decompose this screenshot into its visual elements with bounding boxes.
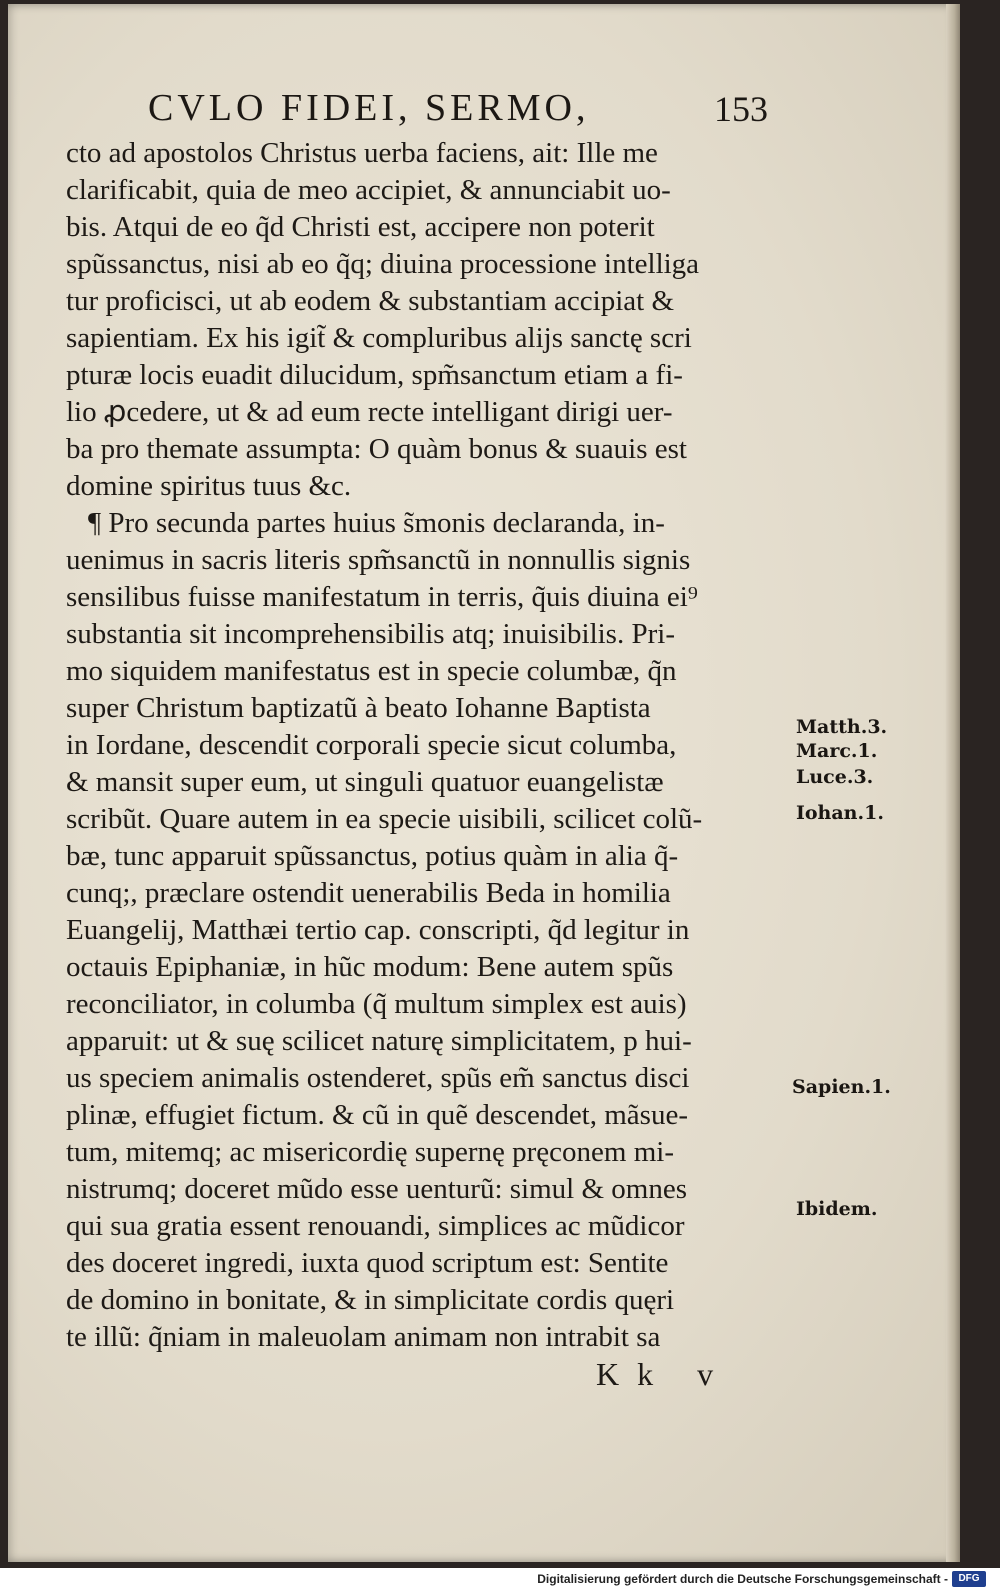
text-line: super Christum baptizatũ à beato Iohanne Baptista [66, 692, 651, 724]
running-head [148, 86, 768, 130]
text-line: us speciem animalis ostenderet, spũs em̃ sanctus disci [66, 1062, 690, 1094]
text-line: de domino in bonitate, & in simplicitate cordis quęri [66, 1284, 675, 1316]
text-line: mo siquidem manifestatus est in specie columbæ, q̃n [66, 655, 677, 687]
text-line: apparuit: ut & suę scilicet naturę simplicitatem, p hui- [66, 1025, 692, 1057]
margin-note: Marc.1. [796, 740, 878, 762]
margin-note: Matth.3. [796, 716, 888, 738]
running-title: CVLO FIDEI, SERMO, [148, 87, 590, 129]
page-number: 153 [714, 89, 768, 129]
text-line: des doceret ingredi, iuxta quod scriptum est: Sentite [66, 1247, 669, 1279]
margin-note: Ibidem. [796, 1198, 878, 1220]
text-line: & mansit super eum, ut singuli quatuor euangelistæ [66, 766, 664, 798]
footer-credit: Digitalisierung gefördert durch die Deutsche Forschungsgemeinschaft - [537, 1572, 948, 1586]
text-line: lio ꝓcedere, ut & ad eum recte intelligant dirigi uer- [66, 396, 673, 428]
text-line: plinæ, effugiet fictum. & cũ in quẽ descendet, mãsue- [66, 1099, 688, 1131]
text-line: reconciliator, in columba (q̃ multum simplex est auis) [66, 988, 687, 1020]
text-line: clarificabit, quia de meo accipiet, & annunciabit uo- [66, 174, 671, 206]
text-line: ba pro themate assumpta: O quàm bonus & suauis est [66, 433, 687, 465]
text-line: uenimus in sacris literis spm̃sanctũ in nonnullis signis [66, 544, 691, 576]
page-edge [946, 4, 960, 1562]
text-line: scribũt. Quare autem in ea specie uisibili, scilicet colũ- [66, 803, 703, 835]
text-line: tur proficisci, ut ab eodem & substantiam accipiat & [66, 285, 675, 317]
margin-note: Iohan.1. [796, 802, 884, 824]
text-line: in Iordane, descendit corporali specie sicut columba, [66, 729, 677, 761]
text-line: cunq;, præclare ostendit uenerabilis Beda in homilia [66, 877, 671, 909]
text-line: sensilibus fuisse manifestatum in terris, q̃uis diuina ei⁹ [66, 581, 698, 613]
footer [0, 1568, 1000, 1593]
text-line: sapientiam. Ex his igit̃ & compluribus alijs sanctę scri [66, 322, 692, 354]
text-line: Euangelij, Matthæi tertio cap. conscripti, q̃d legitur in [66, 914, 690, 946]
text-line: domine spiritus tuus &c. [66, 470, 352, 502]
margin-note: Luce.3. [796, 766, 874, 788]
text-line: tum, mitemq; ac misericordię supernę pręconem mi- [66, 1136, 674, 1168]
text-line: pturæ locis euadit dilucidum, spm̃sanctum etiam a fi- [66, 359, 683, 391]
text-line: ¶ Pro secunda partes huius s̃monis declaranda, in- [88, 507, 665, 539]
text-line: bæ, tunc apparuit spũssanctus, potius quàm in alia q̃- [66, 840, 679, 872]
text-line: substantia sit incomprehensibilis atq; inuisibilis. Pri- [66, 618, 675, 650]
signature-mark: Kk v [596, 1356, 732, 1392]
text-line: te illũ: q̃niam in maleuolam animam non intrabit sa [66, 1321, 661, 1353]
text-line: nistrumq; doceret mũdo esse uenturũ: simul & omnes [66, 1173, 687, 1205]
text-line: octauis Epiphaniæ, in hũc modum: Bene autem spũs [66, 951, 674, 983]
text-line: cto ad apostolos Christus uerba faciens, ait: Ille me [66, 137, 658, 169]
dfg-logo-icon[interactable]: DFG [952, 1571, 986, 1587]
text-line: spũssanctus, nisi ab eo q̃q; diuina processione intelliga [66, 248, 700, 280]
text-line: qui sua gratia essent renouandi, simplices ac mũdicor [66, 1210, 685, 1242]
margin-note: Sapien.1. [792, 1076, 891, 1098]
text-line: bis. Atqui de eo q̃d Christi est, accipere non poterit [66, 211, 655, 243]
